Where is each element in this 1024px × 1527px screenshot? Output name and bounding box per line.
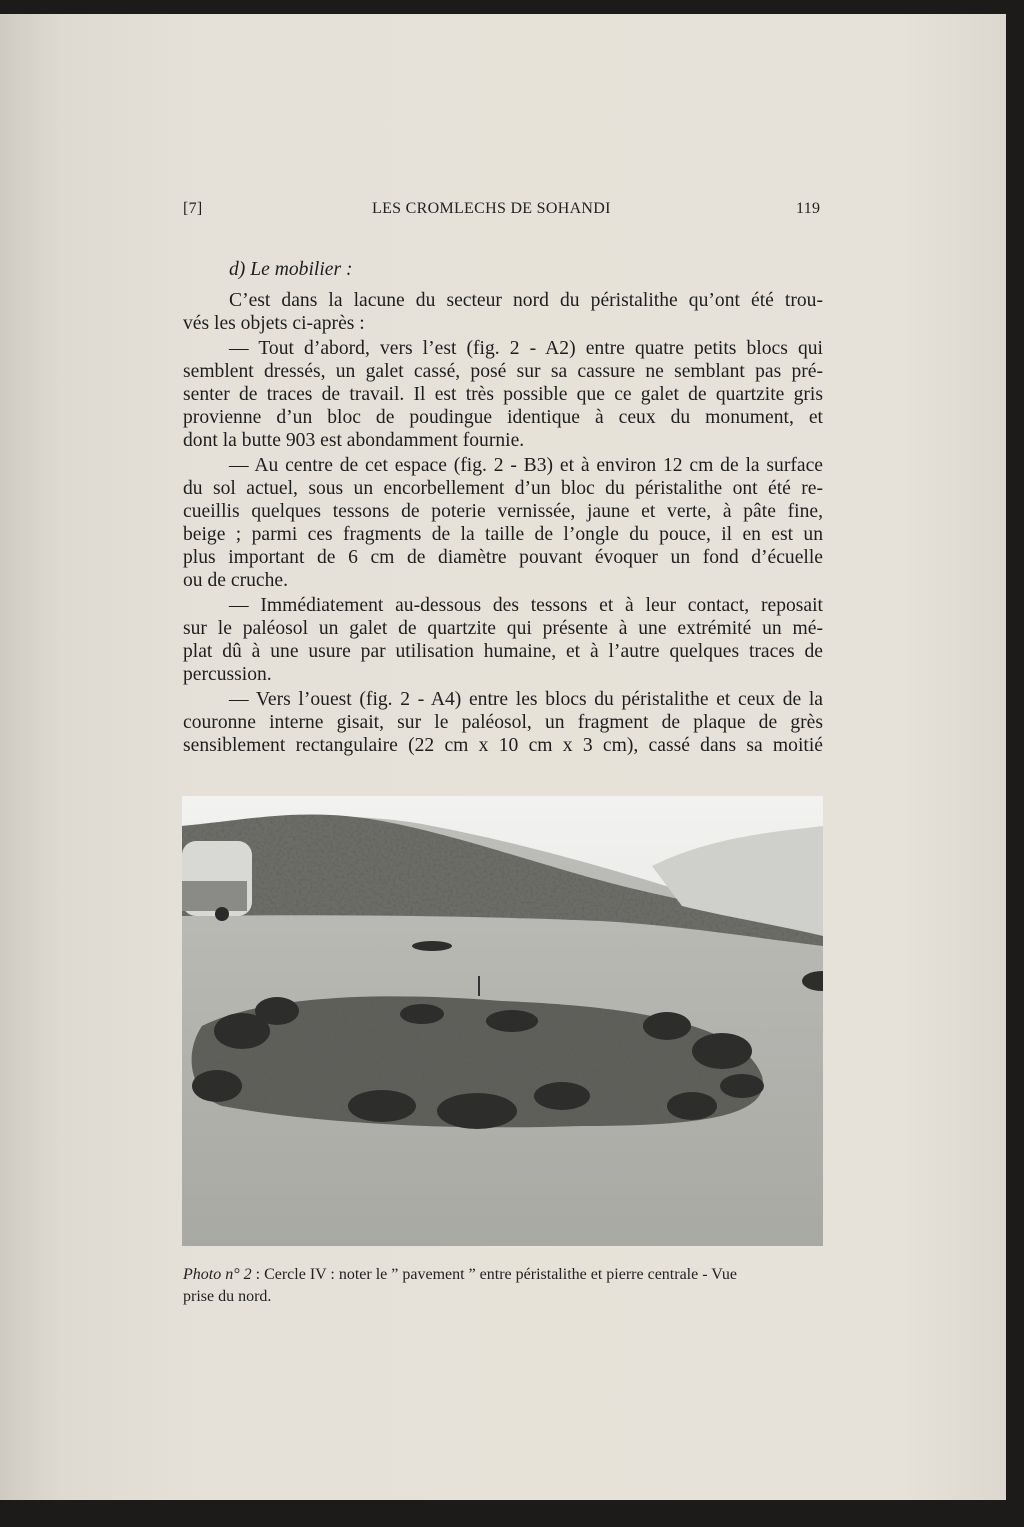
text-line: dont la butte 903 est abondamment fournie.	[183, 430, 525, 451]
document-page	[0, 14, 1006, 1500]
text-line: percussion.	[183, 664, 272, 685]
section-number: [7]	[183, 200, 203, 217]
paragraph	[183, 454, 823, 592]
page-number: 119	[796, 200, 821, 217]
text-line: beige ; parmi ces fragments de la taille de l’ongle du pouce, il en est un	[183, 524, 823, 545]
text-line: sensiblement rectangulaire (22 cm x 10 cm x 3 cm), cassé dans sa moitié	[183, 735, 823, 756]
paragraph	[183, 289, 823, 335]
text-line: ou de cruche.	[183, 570, 288, 591]
paragraph	[183, 594, 823, 686]
photo-cromlech-circle	[182, 796, 823, 1246]
photo-caption	[183, 1264, 823, 1308]
running-title: LES CROMLECHS DE SOHANDI	[372, 200, 611, 217]
text-line: — Au centre de cet espace (fig. 2 - B3) et à environ 12 cm de la surface	[229, 455, 823, 476]
text-line: sur le paléosol un galet de quartzite qui présente à une extrémité un mé-	[183, 618, 823, 639]
text-line: senter de traces de travail. Il est très possible que ce galet de quartzite gris	[183, 384, 823, 405]
text-line: — Immédiatement au-dessous des tessons et à leur contact, reposait	[229, 595, 823, 616]
text-line: provienne d’un bloc de poudingue identique à ceux du monument, et	[183, 407, 823, 428]
text-line: vés les objets ci-après :	[183, 313, 365, 334]
text-line: couronne interne gisait, sur le paléosol, un fragment de plaque de grès	[183, 712, 823, 733]
text-line: C’est dans la lacune du secteur nord du péristalithe qu’ont été trou-	[229, 290, 823, 311]
paragraph	[183, 337, 823, 452]
text-line: plat dû à une usure par utilisation humaine, et à l’autre quelques traces de	[183, 641, 823, 662]
section-heading: d) Le mobilier :	[229, 259, 353, 280]
text-line: semblent dressés, un galet cassé, posé sur sa cassure ne semblant pas pré-	[183, 361, 823, 382]
caption-text: : Cercle IV : noter le ” pavement ” entre péristalithe et pierre centrale - Vue	[251, 1266, 737, 1283]
caption-text-continued: prise du nord.	[183, 1288, 272, 1305]
text-line: — Vers l’ouest (fig. 2 - A4) entre les blocs du péristalithe et ceux de la	[229, 689, 823, 710]
caption-label: Photo n° 2	[183, 1266, 252, 1283]
text-line: cueillis quelques tessons de poterie vernissée, jaune et verte, à pâte fine,	[183, 501, 823, 522]
text-line: du sol actuel, sous un encorbellement d’un bloc du péristalithe ont été re-	[183, 478, 823, 499]
paragraph	[183, 688, 823, 757]
body-text	[183, 258, 823, 759]
text-line: plus important de 6 cm de diamètre pouvant évoquer un fond d’écuelle	[183, 547, 823, 568]
text-line: — Tout d’abord, vers l’est (fig. 2 - A2) entre quatre petits blocs qui	[229, 338, 823, 359]
